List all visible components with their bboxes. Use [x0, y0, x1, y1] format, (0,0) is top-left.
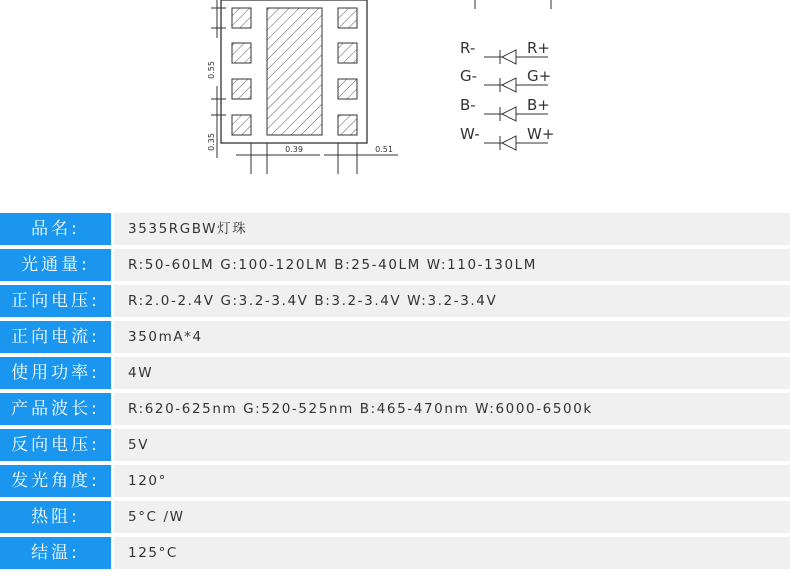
- pad-left-4: [232, 115, 251, 135]
- spec-value: R:2.0-2.4V G:3.2-3.4V B:3.2-3.4V W:3.2-3.4V: [114, 285, 790, 317]
- diode-w: [460, 125, 554, 150]
- spec-row-junction-temp: [0, 537, 790, 569]
- pin-w-minus: W-: [460, 125, 480, 143]
- pad-left-1: [232, 8, 251, 28]
- spec-row-forward-current: [0, 321, 790, 353]
- pin-w-plus: W+: [527, 125, 555, 143]
- spec-label: 反向电压:: [0, 429, 111, 461]
- center-pad: [267, 8, 322, 135]
- spec-label: 热阻:: [0, 501, 111, 533]
- spec-value: 3535RGBW灯珠: [114, 213, 790, 245]
- spec-row-wavelength: [0, 393, 790, 425]
- pad-left-2: [232, 43, 251, 63]
- spec-label: 结温:: [0, 537, 111, 569]
- pad-right-1: [338, 8, 357, 28]
- spec-label: 正向电压:: [0, 285, 111, 317]
- dim-center-width: 0.39: [285, 145, 303, 154]
- pad-right-3: [338, 79, 357, 99]
- spec-value: 125°C: [114, 537, 790, 569]
- spec-label: 光通量:: [0, 249, 111, 281]
- spec-value: R:50-60LM G:100-120LM B:25-40LM W:110-130LM: [114, 249, 790, 281]
- dim-pad-width: 0.51: [375, 145, 393, 154]
- spec-row-beam-angle: [0, 465, 790, 497]
- pad-right-2: [338, 43, 357, 63]
- spec-label: 品名:: [0, 213, 111, 245]
- spec-value: 350mA*4: [114, 321, 790, 353]
- spec-row-power: [0, 357, 790, 389]
- spec-value: 5V: [114, 429, 790, 461]
- package-diagram: [0, 0, 790, 212]
- spec-row-product-name: [0, 213, 790, 245]
- pin-g-minus: G-: [460, 67, 478, 85]
- spec-label: 使用功率:: [0, 357, 111, 389]
- spec-label: 正向电流:: [0, 321, 111, 353]
- spec-value: R:620-625nm G:520-525nm B:465-470nm W:6000-6500k: [114, 393, 790, 425]
- dim-pad-pitch: 0.55: [207, 61, 216, 79]
- pin-r-minus: R-: [460, 39, 476, 57]
- pin-b-plus: B+: [527, 96, 550, 114]
- spec-label: 产品波长:: [0, 393, 111, 425]
- diode-g: [460, 67, 551, 92]
- spec-row-reverse-voltage: [0, 429, 790, 461]
- dim-pad-height: 0.35: [207, 133, 216, 151]
- pin-g-plus: G+: [527, 67, 552, 85]
- diode-r: [460, 39, 550, 64]
- pad-right-4: [338, 115, 357, 135]
- spec-label: 发光角度:: [0, 465, 111, 497]
- pin-r-plus: R+: [527, 39, 550, 57]
- spec-row-luminous-flux: [0, 249, 790, 281]
- pin-b-minus: B-: [460, 96, 476, 114]
- pad-left-3: [232, 79, 251, 99]
- led-drawing-area: [0, 0, 790, 212]
- spec-row-thermal-resistance: [0, 501, 790, 533]
- diode-b: [460, 96, 550, 121]
- spec-value: 5°C /W: [114, 501, 790, 533]
- spec-value: 4W: [114, 357, 790, 389]
- spec-value: 120°: [114, 465, 790, 497]
- spec-row-forward-voltage: [0, 285, 790, 317]
